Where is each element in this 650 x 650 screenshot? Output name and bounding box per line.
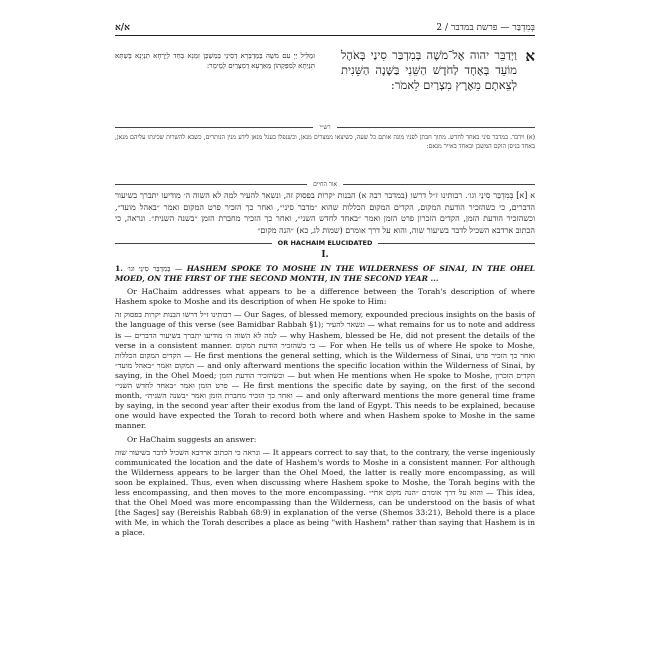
paragraph: ונראה כי הכתוב ארדבא השכיל לדבר בשיעור שוה — It appears correct to say that, to the contrary, the verse ingeniously communicated the location and the date of Hashem's words to Moshe in a consistent manner. For although the Wilderness appears to be larger than the Ohel Moed, the latter is really more encompassing, as will soon be explained. Thus, even when discussing where Hashem spoke to Moshe, the Torah begins with the less encompassing, and then moves to the more encompassing. והוא על דרך אומרם ״הנה מקום אתי״ — This idea, that the Ohel Moed was more encompassing than the Wilderness, can be understood on the basis of what [the Sages] say (Bereishis Rabbah 68:9) in explanation of the verse (Shemos 33:21), Behold there is a place with Me, in which the Torah describes a place as being "with Hashem" rather than saying that Hashem is in a place.: [115, 447, 535, 538]
targum-text: וּמַלִּיל יְיָ עִם משֶׁה בְּמַדְבְּרָא דְסִינַי בְּמַשְׁכַּן זִמְנָא בְּחַד לְיַרְחָא תִנְיָנָא בְּשַׁתָּא תִנְיֵתָא לְמִפַּקְהוֹן מֵאַרְעָא דְמִצְרַיִם לְמֵימָר:: [115, 52, 315, 70]
verse-lead: 1. בְּמִדְבַּר סִינַי וגו׳ — HASHEM SPOKE TO MOSHE IN THE WILDERNESS OF SINAI, IN THE OHEL MOED, ON THE FIRST OF THE SECOND MONTH, IN THE SECOND YEAR ...: [115, 264, 535, 284]
or-hachaim-heading: אור החיים: [313, 181, 337, 188]
rashi-heading: רש״י: [319, 124, 331, 131]
paragraph: Or HaChaim suggests an answer:: [127, 434, 257, 444]
section-number: I.: [321, 250, 329, 260]
verse-block: [115, 48, 535, 122]
paragraph: רבותינו ז״ל דרשו הבנות יקרות בפסוק זה — Our Sages, of blessed memory, expounded precious insights on the basis of the language of this verse (see Bamidbar Rabbah §1); ונשאר להעיר — what remains for us to note and address is — למה לא השוה ה׳ מודיעו יתברך בשיעור הדברים — why Hashem, blessed be He, did not present the details of the verse in a consistent manner. כי כשהזכיר הודעת המקום — For when He tells us of where He spoke to Moshe, הקדים המקום הכללות — He first mentions the general setting, which is the Wilderness of Sinai, ואחר כך הזכיר פרט המקום ואמר ״באהל מועד״ — and only afterward mentions the specific location within the Wilderness of Sinai, by saying, in the Ohel Moed; וכשהזכיר הודעת הזמן — but when He mentions when He spoke to Moshe, הקדים הזכרון פרט הזמן ואמר ״באחד לחדש השני״ — He first mentions the specific date by saying, on the first of the second month, ואחר כך הזכיר מחברת הזמן ואמר ״בשנה השנית״ — and only afterward mentions the more general time frame by saying, in the second year after their exodus from the land of Egypt. This needs to be explained, because one would have expected the Torah to record both where and when Hashem spoke to Moshe in the same manner.: [115, 310, 536, 431]
verse-translation: HASHEM SPOKE TO MOSHE IN THE WILDERNESS OF SINAI, IN THE OHEL MOED, ON THE FIRST OF THE SECOND MONTH, IN THE SECOND YEAR ...: [115, 264, 535, 284]
book-page: [115, 22, 535, 632]
verse-hebrew-text: וַיְדַבֵּר יהוה אֶל־מֹשֶׁה בְּמִדְבַּר סִינַי בְּאֹהֶל מוֹעֵד בְּאֶחָד לַחֹדֶשׁ הַשֵּׁנִי בַּשָּׁנָה הַשֵּׁנִית לְצֵאתָם מֵאֶרֶץ מִצְרַיִם לֵאמֹר:: [341, 48, 517, 92]
verse-label: 1.: [115, 264, 123, 273]
verse-number: א: [525, 47, 535, 65]
chapter-verse-ref: א/א: [115, 23, 130, 33]
page-label: בְּמִדְבַּר — פרשת במדבר / 2: [436, 23, 535, 33]
or-hachaim-divider: [115, 181, 535, 188]
rashi-divider: [115, 124, 535, 131]
rashi-commentary: (א) וידבר. במדבר סיני באחד לחדש. מתוך חבתן לפניו מונה אותם כל שעה, כשיצאו ממצרים מנאן, וכשנפלו בעגל מנאן לידע מנין הנותרים, כשבא להשרות שכינתו עליהם מנאן, באחד בניסן הוקם המשכן ובאחד באייר מנאם:: [115, 134, 535, 150]
or-hachaim-hebrew: א [א] בְּמִדְבַּר סִינַי וגו׳. רבותינו ז״ל דרשו (במדבר רבה א) הבנות יקרות בפסוק זה, ונשאר להעיר למה לא השוה ה׳ מודיעו יתברך בשיעור הדברים, כי כשהזכיר הודעת המקום, הקדים המקום הכללות שהוא ״מדבר סיני״, ואחר כך הזכיר פרט המקום ואמר ״באהל מועד״, וכשהזכיר הודעת הזמן, הקדים הזכרון פרט הזמן ואמר ״באחד לחדש השני״, ואחר כך הזכיר מחברת הזמן ״בשנה השנית״. ונראה, כי הכתוב ארדבא השכיל לדבר בשיעור שוה, והוא על דרך אומרם (שמות לג, כא) ״הנה מקום״: [115, 191, 535, 235]
elucidated-divider: [115, 239, 535, 247]
paragraph: Or HaChaim addresses what appears to be a difference between the Torah's description of where Hashem spoke to Moshe and its description of when He spoke to Him:: [115, 287, 535, 307]
running-header: [115, 22, 535, 36]
verse-hebrew-lead: בְּמִדְבַּר סִינַי וגו׳: [127, 265, 171, 273]
elucidated-heading: OR HACHAIM ELUCIDATED: [277, 239, 373, 247]
english-elucidation: [115, 264, 535, 538]
